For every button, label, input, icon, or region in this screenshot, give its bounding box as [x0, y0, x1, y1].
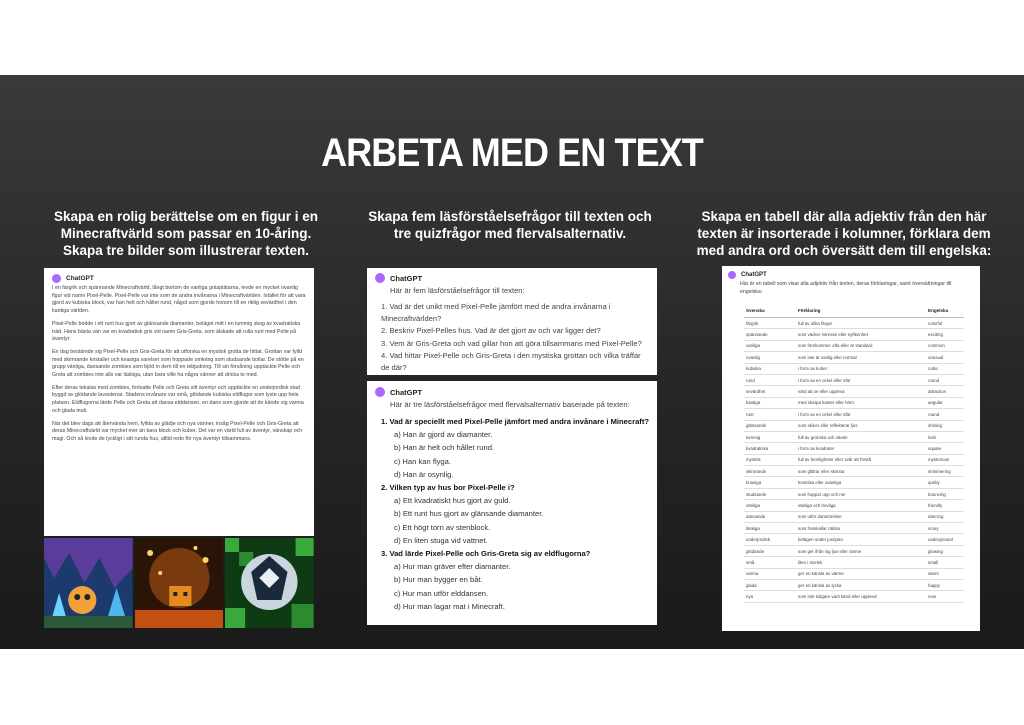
- table-cell: läskiga: [744, 523, 796, 534]
- table-cell: kvadratiska: [744, 443, 796, 454]
- quiz-option: a) Ett kvadratiskt hus gjort av guld.: [394, 496, 511, 506]
- table-cell: mystisk: [744, 454, 796, 465]
- table-cell: små: [744, 557, 796, 568]
- table-row: [744, 568, 964, 579]
- table-cell: underground: [926, 534, 964, 545]
- list-item: 1. Vad är det unikt med Pixel-Pelle jämfört med de andra invånarna i Minecraftvärlden?: [381, 302, 611, 324]
- table-cell: dancing: [926, 511, 964, 522]
- table-row: [744, 579, 964, 590]
- table-cell: lummig: [744, 431, 796, 442]
- table-cell: round: [926, 374, 964, 385]
- column-header: Förklaring: [796, 304, 926, 318]
- table-cell: som inte är vanlig eller normal: [796, 352, 926, 363]
- table-row: [744, 386, 964, 397]
- table-cell: full av olika färger: [796, 318, 926, 329]
- table-cell: som förekommer ofta eller är standard: [796, 340, 926, 351]
- table-row: [744, 511, 964, 522]
- table-cell: liten i storlek: [796, 557, 926, 568]
- table-cell: angular: [926, 397, 964, 408]
- quiz-list: [375, 415, 649, 613]
- table-cell: som ger ifrån sig ljus eller värme: [796, 545, 926, 556]
- quiz-option: a) Han är gjord av diamanter.: [394, 430, 493, 440]
- table-cell: small: [926, 557, 964, 568]
- table-row: [744, 340, 964, 351]
- table-row: [744, 523, 964, 534]
- quiz-author: ChatGPT: [390, 387, 423, 397]
- table-cell: i form av en cirkel eller sfär: [796, 374, 926, 385]
- story-paragraph: När det blev dags att återvända hem, fyllda av glädje och nya vänner, insåg Pixel-Pelle och Gris-Greta att deras Minecraftvärld var mycket mer än bara block och kuber. Det var en värld full av äventyr, vänskap och magi. Och så levde de lyckligt i sitt runda hus, alltid redo för nya äventyr tillsammans.: [52, 420, 303, 442]
- table-cell: round: [926, 409, 964, 420]
- table-row: [744, 397, 964, 408]
- quiz-option: d) Han är osynlig.: [394, 469, 454, 479]
- table-cell: värd att se eller uppleva: [796, 386, 926, 397]
- table-cell: med skarpa kanter eller hörn: [796, 397, 926, 408]
- quiz-option: a) Hur man gräver efter diamanter.: [394, 562, 511, 572]
- chatgpt-avatar-icon: [52, 274, 61, 283]
- table-row: [744, 443, 964, 454]
- table-cell: scary: [926, 523, 964, 534]
- table-intro: Här är en tabell som visar alla adjektiv från texten, deras förklaringar, samt översättningar till engelska:: [740, 281, 952, 295]
- quiz-option: d) Hur man lagar mat i Minecraft.: [394, 601, 505, 611]
- table-cell: ovanlig: [744, 352, 796, 363]
- table-cell: ger en känsla av värme: [796, 568, 926, 579]
- table-cell: mysterious: [926, 454, 964, 465]
- table-cell: varma: [744, 568, 796, 579]
- table-cell: knasiga: [744, 477, 796, 488]
- column-heading-questions: Skapa fem läsförståelsefrågor till texten och tre quizfrågor med flervalsalternativ.: [368, 209, 652, 241]
- table-cell: square: [926, 443, 964, 454]
- table-cell: kantiga: [744, 397, 796, 408]
- table-row: [744, 466, 964, 477]
- table-cell: som utför dansrörelser: [796, 511, 926, 522]
- quiz-option: b) Han är helt och hållet rund.: [394, 443, 495, 453]
- quiz-question: 2. Vilken typ av hus bor Pixel-Pelle i?: [381, 483, 515, 493]
- story-paragraph: Efter deras tekalas med zombies, fortsatte Pelle och Greta sitt äventyr och upptäckte en underjordisk stad byggd av glödande lavastenar. Stadens invånare var små, glödande kubiska eldflugor som lyste upp hela platsen. Eldflugorna lärde Pelle och Greta att dansa elddansen, en dans som gjorde att de kände sig varma och glada inuti.: [52, 384, 304, 414]
- table-cell: som väcker intresse eller nyfikenhet: [796, 329, 926, 340]
- table-cell: new: [926, 591, 964, 602]
- table-cell: exciting: [926, 329, 964, 340]
- adjective-table-body: [744, 318, 964, 603]
- table-cell: glänsande: [744, 420, 796, 431]
- table-header-row: [744, 304, 964, 318]
- table-cell: common: [926, 340, 964, 351]
- table-cell: glödande: [744, 545, 796, 556]
- table-cell: happy: [926, 579, 964, 590]
- table-cell: full av grönska och växter: [796, 431, 926, 442]
- quiz-option: b) Ett runt hus gjort av glänsande diamanter.: [394, 509, 544, 519]
- adjective-table: [744, 304, 964, 603]
- table-row: [744, 591, 964, 602]
- table-row: [744, 374, 964, 385]
- chatgpt-avatar-icon: [375, 387, 385, 397]
- table-row: [744, 409, 964, 420]
- table-cell: komiska eller ovanliga: [796, 477, 926, 488]
- table-cell: friendly: [926, 500, 964, 511]
- table-cell: färgrik: [744, 318, 796, 329]
- table-cell: lush: [926, 431, 964, 442]
- quiz-option: b) Hur man bygger en båt.: [394, 575, 483, 585]
- page-title: ARBETA MED EN TEXT: [321, 131, 703, 175]
- quiz-option: c) Han kan flyga.: [394, 456, 451, 466]
- table-cell: vänliga: [744, 500, 796, 511]
- column-header: Svenska: [744, 304, 796, 318]
- table-cell: sevärdhet: [744, 386, 796, 397]
- story-card: [44, 268, 314, 536]
- table-cell: skimrande: [744, 466, 796, 477]
- quiz-card: [367, 381, 657, 625]
- table-cell: ger en känsla av lycka: [796, 579, 926, 590]
- illustration-crystal-cave: [44, 538, 133, 628]
- list-item: [381, 374, 649, 375]
- table-cell: som framkallar rädsla: [796, 523, 926, 534]
- table-row: [744, 329, 964, 340]
- table-cell: i form av en cirkel eller sfär: [796, 409, 926, 420]
- quiz-question: 3. Vad lärde Pixel-Pelle och Gris-Greta sig av eldflugorna?: [381, 549, 591, 559]
- questions-intro: Här är fem läsförståelsefrågor till texten:: [390, 286, 525, 295]
- table-row: [744, 363, 964, 374]
- table-author: ChatGPT: [741, 272, 767, 278]
- column-heading-table: Skapa en tabell där alla adjektiv från den här texten är insorterade i kolumner, förklara dem med andra ord och översätt dem till engelska:: [696, 209, 992, 258]
- table-row: [744, 431, 964, 442]
- table-cell: vanliga: [744, 340, 796, 351]
- questions-card: [367, 268, 657, 375]
- quiz-intro: Här är tre läsförståelsefrågor med flervalsalternativ baserade på texten:: [390, 400, 630, 409]
- table-row: [744, 545, 964, 556]
- table-row: [744, 318, 964, 329]
- table-cell: colorful: [926, 318, 964, 329]
- table-cell: som hoppar upp och ner: [796, 488, 926, 499]
- story-paragraph: I en färgrik och spännande Minecraftvärld, långt bortom de vanliga gräsplätarna, levde en mycket ovanlig figur vid namn Pixel-Pelle. Pixel-Pelle var inte som de andra invånarna i Minecraftvärlden. Istället för att vara gjord av kubiska block, var han helt och hållet rund, något som gjorde honom till en riktig sevärdhet i den kantiga världen.: [52, 285, 306, 315]
- table-row: [744, 454, 964, 465]
- table-cell: rund: [744, 374, 796, 385]
- table-cell: nya: [744, 591, 796, 602]
- table-cell: bouncing: [926, 488, 964, 499]
- story-illustrations: [44, 538, 314, 628]
- table-cell: i form av kuber: [796, 363, 926, 374]
- table-cell: som skiner eller reflekterar ljus: [796, 420, 926, 431]
- quiz-question: 1. Vad är speciellt med Pixel-Pelle jämfört med andra invånare i Minecraft?: [381, 417, 649, 426]
- table-cell: belägen under jordytan: [796, 534, 926, 545]
- table-cell: shimmering: [926, 466, 964, 477]
- chatgpt-avatar-icon: [728, 271, 736, 279]
- column-heading-story: Skapa en rolig berättelse om en figur i en Minecraftvärld som passar en 10-åring. Skapa tre bilder som illustrerar texten.: [53, 209, 319, 258]
- illustration-diamond-sphere: [225, 538, 314, 628]
- column-header: Engelska: [926, 304, 964, 318]
- table-cell: runt: [744, 409, 796, 420]
- table-cell: spännande: [744, 329, 796, 340]
- quiz-option: c) Ett högt torn av stenblock.: [394, 522, 491, 532]
- table-row: [744, 477, 964, 488]
- list-item: 4. Vad hittar Pixel-Pelle och Gris-Greta i den mystiska grottan och vilka träffar de där?: [381, 350, 641, 373]
- table-cell: underjordisk: [744, 534, 796, 545]
- table-row: [744, 488, 964, 499]
- table-row: [744, 352, 964, 363]
- table-cell: attraction: [926, 386, 964, 397]
- table-cell: kubiska: [744, 363, 796, 374]
- table-cell: cubic: [926, 363, 964, 374]
- table-cell: som glittrar eller skimrar: [796, 466, 926, 477]
- table-cell: glada: [744, 579, 796, 590]
- table-cell: warm: [926, 568, 964, 579]
- table-cell: dansande: [744, 511, 796, 522]
- table-row: [744, 420, 964, 431]
- table-cell: som inte tidigare varit känd eller upplevd: [796, 591, 926, 602]
- table-cell: glowing: [926, 545, 964, 556]
- story-author: ChatGPT: [66, 275, 94, 282]
- questions-author: ChatGPT: [390, 273, 423, 283]
- table-row: [744, 534, 964, 545]
- table-cell: quirky: [926, 477, 964, 488]
- table-cell: vänliga och trevliga: [796, 500, 926, 511]
- quiz-option: c) Hur man utför elddansen.: [394, 588, 489, 598]
- illustration-lava-city: [135, 538, 224, 628]
- story-paragraph: En dag bestämde sig Pixel-Pelle och Gris-Greta för att utforska en mystisk grotta de hittat. Grottan var fylld med skimrande kristaller och knasiga varelser som hoppade omkring som studsande bollar. De stötte på en grupp vänliga, dansande zombies som bjöd in dem till en tebjudning. Till sin förvåning upptäckte Pelle och Greta att zombies inte alls var läskiga, utan bara ville ha några vänner att dricka te med.: [52, 348, 304, 379]
- chatgpt-avatar-icon: [375, 273, 385, 283]
- table-cell: shining: [926, 420, 964, 431]
- table-row: [744, 557, 964, 568]
- table-cell: full av hemligheter eller svår att förstå: [796, 454, 926, 465]
- list-item: 2. Beskriv Pixel-Pelles hus. Vad är det gjort av och var ligger det?: [381, 326, 601, 336]
- adjective-table-card: [722, 266, 980, 631]
- table-row: [744, 500, 964, 511]
- table-cell: studsande: [744, 488, 796, 499]
- story-paragraph: Pixel-Pelle bodde i ett runt hus gjort av glänsande diamanter, beläget mitt i en lummig skog av kvadratiska träd. Hans bästa vän var en kvadratisk gris vid namn Gris-Greta, som älskade att rulla runt med Pelle på äventyr.: [52, 320, 301, 343]
- questions-list: [375, 301, 649, 375]
- table-cell: i form av kvadrater: [796, 443, 926, 454]
- table-cell: unusual: [926, 352, 964, 363]
- quiz-option: d) En liten stuga vid vattnet.: [394, 535, 488, 545]
- list-item: 3. Vem är Gris-Greta och vad gillar hon att göra tillsammans med Pixel-Pelle?: [381, 338, 642, 348]
